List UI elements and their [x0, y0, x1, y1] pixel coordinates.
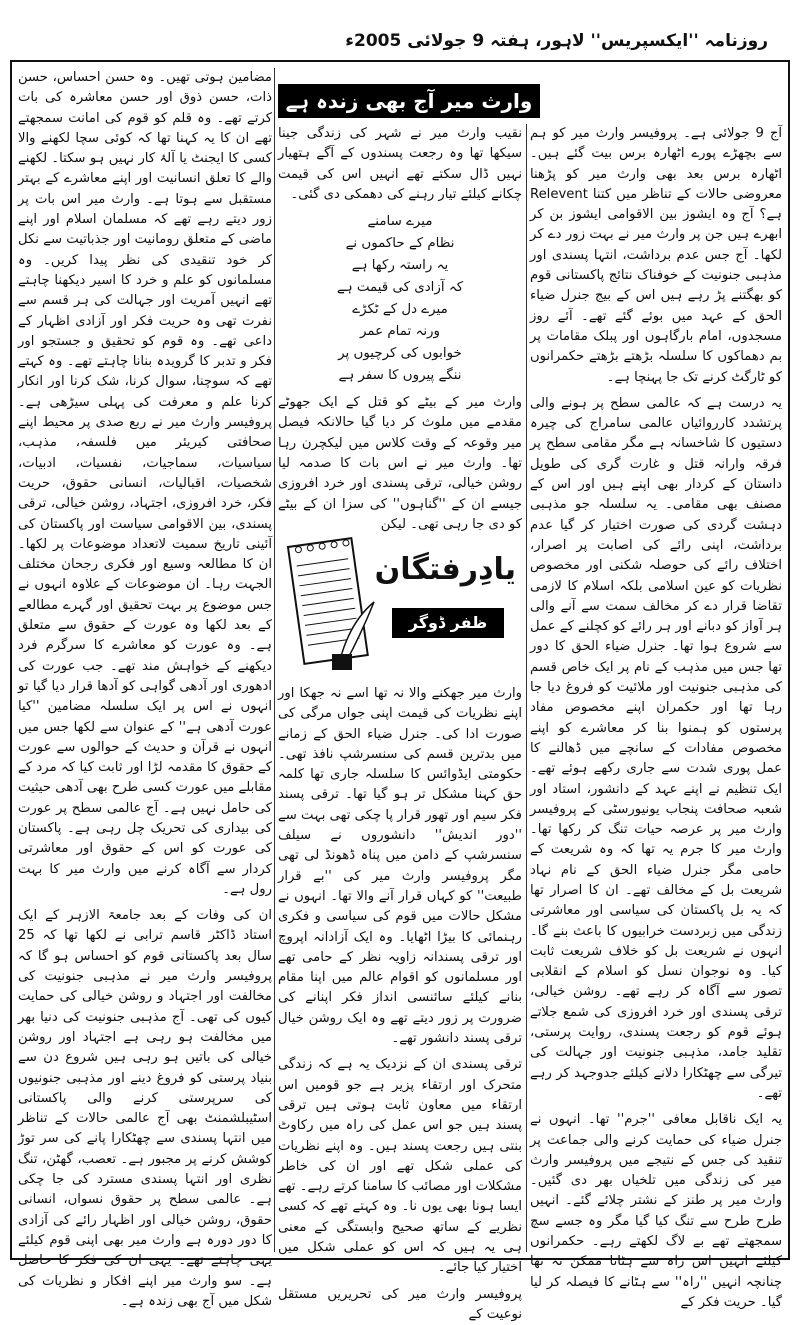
paragraph: یہ ایک ناقابل معافی ''جرم'' تھا۔ انہوں نے جنرل ضیاء کی حمایت کرنے والی جماعت پر تنقید کی جس کے نتیجے میں پروفیسر وارث میر کی زندگی میں تلخیاں بھر دی گئیں۔ وارث میر پر طنز کے نشتر چلائے گئے۔ انہیں طرح طرح سے تنگ کیا گیا مگر وہ جسے سچ سمجھتے تھے بے لاگ لکھتے رہے۔ حکمرانوں کیلئے انہیں اس راہ سے ہٹانا ممکن نہ تھا چنانچہ انہیں ''راہ'' سے ہٹانے کا فیصلہ کر لیا گیا۔ حریت فکر کے [530, 1112, 782, 1310]
article-column-left [18, 68, 272, 1309]
paragraph: ان کی وفات کے بعد جامعۃ الازہر کے ایک استاد ڈاکٹر قاسم ترابی نے لکھا تھا کہ 25 سال بعد پاکستانی قوم کو احساس ہو گا کہ پروفیسر وارث میر نے مذہبی جنونیت کی مخالفت اور اجتہاد و روشن خیالی کی حمایت کیوں کی تھی۔ آج مذہبی جنونیت کی دنیا بھر میں مخالفت ہو رہی ہے اجتہاد اور روشن خیالی کی باتیں ہو رہی ہیں شروع دن سے بنیاد پرستی کو فروغ دینے اور مذہبی جنونیوں کی سرپرستی کرنے والی پاکستانی اسٹیبلشمنٹ بھی آج عالمی حالات کے تناظر میں انتہا پسندی سے چھٹکارا پانے کی سر توڑ کوشش کرنے پر مجبور ہے۔ تعصب، گھٹن، تنگ نظری اور انتہا پسندی مسترد کی جا چکی ہے۔ عالمی سطح پر حقوق نسواں، انسانی حقوق، روشن خیالی اور اظہار رائے کی آزادی کا دور دورہ ہے وارث میر بھی اپنی قوم کیلئے یہی چاہتے تھے۔ یہی ان کی فکر کا حاصل ہے۔ سو وارث میر اپنے افکار و نظریات کی شکل میں آج بھی زندہ ہے۔ [18, 908, 272, 1309]
author-name: ظفر ڈوگر [392, 608, 504, 638]
masthead: روزنامہ ''ایکسپریس'' لاہور، ہفتہ 9 جولائی 2005ء [345, 31, 768, 51]
notepad-quill-icon [288, 532, 378, 674]
paragraph: مضامین ہوتی تھیں۔ وہ حسن احساس، حسن ذات، حسن ذوق اور حسن معاشرہ کی بات کرتے تھے۔ وہ قلم کو قوم کی امانت سمجھتے تھے ان کا یہ کہنا تھا کہ کوئی سچا لکھنے والا کسی کا ایجنٹ یا آلۂ کار نہیں ہو سکتا۔ لکھنے والے کا تعلق انسانیت اور اپنے معاشرے کے بہتر مستقبل سے ہوتا ہے۔ وارث میر اس بات پر زور دیتے رہے تھے کہ مسلمان اسلام اور اپنے ماضی کے متعلق رومانیت اور جذباتیت سے نکل کر خود تنقیدی کی نظر پیدا کریں۔ وہ مسلمانوں کو علم و خرد کا اسیر دیکھنا چاہتے تھے انہیں آمریت اور جہالت کی ہر قسم سے نفرت تھی وہ حریت فکر اور آزادی اظہار کے داعی تھے۔ وہ قوم کو تحقیق و جستجو اور فکر و تدبر کا گرویدہ بنانا چاہتے تھے۔ وہ کہتے تھے کہ سوچنا، سوال کرنا، شک کرنا اور انکار کرنا علم و معرفت کی پہلی سیڑھی ہے۔ پروفیسر وارث میر نے ربع صدی پر محیط اپنے صحافتی کیریئر میں فلسفہ، مذہب، سیاسیات، سماجیات، نفسیات، ادبیات، شخصیات، اقبالیات، انسانی حقوق، حریت فکر، خرد افروزی، اجتہاد، روشن خیالی، ترقی پسندی، بین الاقوامی سیاست اور پاکستان کی آئینی تاریخ سمیت لاتعداد موضوعات پر لکھا۔ ان کا مطالعہ وسیع اور فکری رجحان مختلف الجہت رہا۔ ان موضوعات کے علاوہ انہوں نے جس موضوع پر بہت تحقیق اور گہرے مطالعے کے بعد لکھا وہ عورت کے حقوق سے متعلق ہے۔ وہ عورت کو معاشرے کا سرگرم فرد دیکھنے کے خواہش مند تھے۔ جب عورت کی ادھوری اور آدھی گواہی کو آدھا قرار دیا گیا تو انہوں نے اس پر ایک سلسلہ مضامین ''کیا عورت آدھی ہے'' کے عنوان سے لکھا جس میں انہوں نے قرآن و حدیث کے حوالوں سے عورت کے حقوق کا مقدمہ لڑا اور ثابت کیا کہ مرد کے مقابلے میں عورت کسی طرح بھی آدھی حیثیت کی حامل نہیں ہے۔ آج عالمی سطح پر عورت کی بیداری کی تحریک چل رہی ہے۔ پاکستان کی عورت کو اس کے حقوق اور معاشرتی کردار سے آگاہ کرنے میں وارث میر کا بہت رول ہے۔ [18, 70, 272, 897]
headline: وارث میر آج بھی زندہ ہے [278, 84, 540, 118]
column-name: یادِرفتگان [374, 552, 516, 587]
column-divider [274, 68, 275, 1252]
poem-line: کہ آزادی کی قیمت ہے [336, 280, 464, 296]
column-upper-block [278, 124, 522, 532]
paragraph: ترقی پسندی ان کے نزدیک یہ ہے کہ زندگی متحرک اور ارتقاء پزیر ہے جو قومیں اس ارتقاء میں معاون ثابت ہوتی ہیں ترقی پسند ہیں جو اس عمل کی راہ میں رکاوٹ بنتی ہیں رجعت پسند ہیں۔ وہ اپنے نظریات کی عملی شکل تھے اور ان کی خاطر مشکلات اور مصائب کا سامنا کرتے رہے۔ تھے ایسا ہونا بھی یوں نا۔ وہ کہتے تھے کہ کسی نظریے کے ساتھ صحیح وابستگی کے معنی ہی یہ ہیں کہ اس کو عملی شکل میں اختیار کیا جائے۔ [278, 1057, 522, 1276]
paragraph: نقیب وارث میر نے شہر کی زندگی جینا سیکھا تھا وہ رجعت پسندوں کے آگے ہتھیار نہیں ڈال سکتے تھے انہیں اس کی قیمت چکانے کیلئے تیار رہنے کی دھمکی دی گئی۔ [278, 126, 522, 202]
poem-line: میرے دل کے ٹکڑے [352, 302, 448, 318]
paragraph: یہ درست ہے کہ عالمی سطح پر ہونے والی پرتشدد کارروائیاں عالمی سامراج کی چیرہ دستیوں کا شاخسانہ ہے مگر مقامی سطح پر فرقہ وارانہ قتل و غارت گری کی طویل داستان کے کردار بھی اپنے ہیں اور اس کے مصنف بھی مقامی۔ یہ سلسلہ جو مذہبی دہشت گردی کی صورت اختیار کر گیا عدم برداشت، اپنی رائے کی اصابت پر اصرار، اختلاف رائے کی حوصلہ شکنی اور مخصوص نظریات کو عین اسلامی بلکہ اسلام کا لازمی تقاضا قرار دے کر مخالف سمت سے آنے والی ہر آواز کو دبانے اور ہر رائے کو کچلنے کے عمل سے شروع ہوا تھا۔ جنرل ضیاء الحق کا دور تھا جس میں مذہب کے نام پر ایک خاص قسم کی مذہبی جنونیت اور ملائیت کو فروغ دیا جا رہا تھا اور حکمران اپنے مخصوص مفاد پرستوں کو ہمنوا بنا کر معاشرے کو اپنے مخصوص مفادات کے سانچے میں ڈھالنے کا عمل پوری شدت سے جاری رکھے ہوئے تھے۔ ایک تنظیم نے اپنے عہد کے دانشور، استاد اور شعبہ صحافت پنجاب یونیورسٹی کے پروفیسر وارث میر پر عرصہ حیات تنگ کر رکھا تھا۔ وارث میر کا جرم یہ تھا کہ وہ شریعت کے حامی مگر جنرل ضیاء الحق کے نام نہاد شریعت بل کے مخالف تھے۔ ان کا اصرار تھا کہ یہ بل پاکستان کی سیاسی اور معاشرتی زندگی میں زبردست خرابیوں کا باعث بنے گا۔ انہوں نے شریعت بل کو خلاف شریعت ثابت کیا۔ وہ نوجوان نسل کو اسلام کے انقلابی تصور سے آگاہ کر رہے تھے۔ روشن خیالی، ترقی پسندی اور خرد افروزی کی شمع جلاتے ہوئے قوم کو رجعت پسندی، روایت پرستی، تقلید جامد، مذہبی جنونیت اور جہالت کی تیرگی سے چھٹکارا دلانے کیلئے جدوجہد کر رہے تھے۔ [530, 395, 782, 1101]
paragraph: پروفیسر وارث میر کی تحریریں مستقل نوعیت کے [278, 1286, 522, 1322]
column-logo [282, 530, 520, 680]
paragraph: وارث میر جھکنے والا نہ تھا اسے نہ جھکا اور اپنے نظریات کی قیمت اپنی جواں مرگی کی صورت ادا کی۔ جنرل ضیاء الحق کے زمانے میں بدترین قسم کی سنسرشپ نافذ تھی۔ حکومتی ایڈوائس کا سلسلہ جاری تھا کلمہ حق کہنا مشکل تر ہو گیا تھا۔ ترقی پسند فکر سیم اور تھور قرار پا چکی تھی بہت سے ''دور اندیش'' دانشوروں نے سیلف سنسرشپ کے دامن میں پناہ ڈھونڈ لی تھی مگر پروفیسر وارث میر کی ''بے قرار طبیعت'' کو کہاں قرار آنے والا تھا۔ انہوں نے مشکل حالات میں قوم کی سیاسی و فکری رہنمائی کا بیڑا اٹھایا۔ وہ ایک آزادانہ اپروچ اور ترقی پسندانہ زاویہ نظر کے حامی تھے اور مسلمانوں کو اقوام عالم میں اپنا مقام بنانے کیلئے سائنسی انداز فکر اپنانے کی ضرورت پر زور دیتے تھے وہ ایک روشن خیال ترقی پسند دانشور تھے۔ [278, 686, 522, 1047]
poem-line: ورنہ تمام عمر [360, 324, 440, 340]
poem-line: خوابوں کی کرچیوں پر [338, 346, 462, 362]
paragraph: وارث میر کے بیٹے کو قتل کے ایک جھوٹے مقدمے میں ملوث کر دیا گیا حالانکہ فیصل میر وقوعہ کے وقت کلاس میں لیکچرن رہا تھا۔ وارث میر نے اس بات کا صدمہ لیا روشن خیالی، ترقی پسندی اور خرد افروزی جیسے ان کے ''گناہوں'' کی سزا ان کے بیٹے کو دی جا رہی تھی۔ لیکن [278, 395, 522, 532]
paragraph: آج 9 جولائی ہے۔ پروفیسر وارث میر کو ہم سے بچھڑے پورے اٹھارہ برس بیت گئے ہیں۔ اٹھارہ برس بعد بھی وارث میر کو پڑھنا معروضی حالات کے تناظر میں کتنا Relevent ہے؟ آج وہ ایشوز بین الاقوامی ایشوز بن کر ابھرے ہیں جن پر وارث میر نے بہت زور دے کر لکھا۔ آج جس عدم برداشت، انتہا پسندی اور مذہبی جنونیت کے خوفناک نتائج پاکستانی قوم کو بھگتنے پڑ رہے ہیں اس کے بیج جنرل ضیاء الحق کے عہد میں بوئے گئے تھے۔ آئے روز مسجدوں، امام بارگاہوں اور پبلک مقامات پر بم دھماکوں کا سلسلہ بڑھتے بڑھتے حکمرانوں کو ٹارگٹ کرنے تک جا پہنچا ہے۔ [530, 126, 783, 385]
article-column-middle [278, 124, 522, 1322]
poem-line: میرے سامنے [367, 214, 433, 230]
column-divider [526, 124, 527, 1252]
article-column-right [530, 124, 783, 1310]
poem [278, 211, 522, 387]
poem-line: نظام کے حاکموں نے [345, 236, 455, 252]
poem-line: ننگے پیروں کا سفر ہے [338, 368, 462, 384]
poem-line: یہ راستہ رکھا ہے [351, 258, 449, 274]
column-lower-block [278, 684, 522, 1322]
